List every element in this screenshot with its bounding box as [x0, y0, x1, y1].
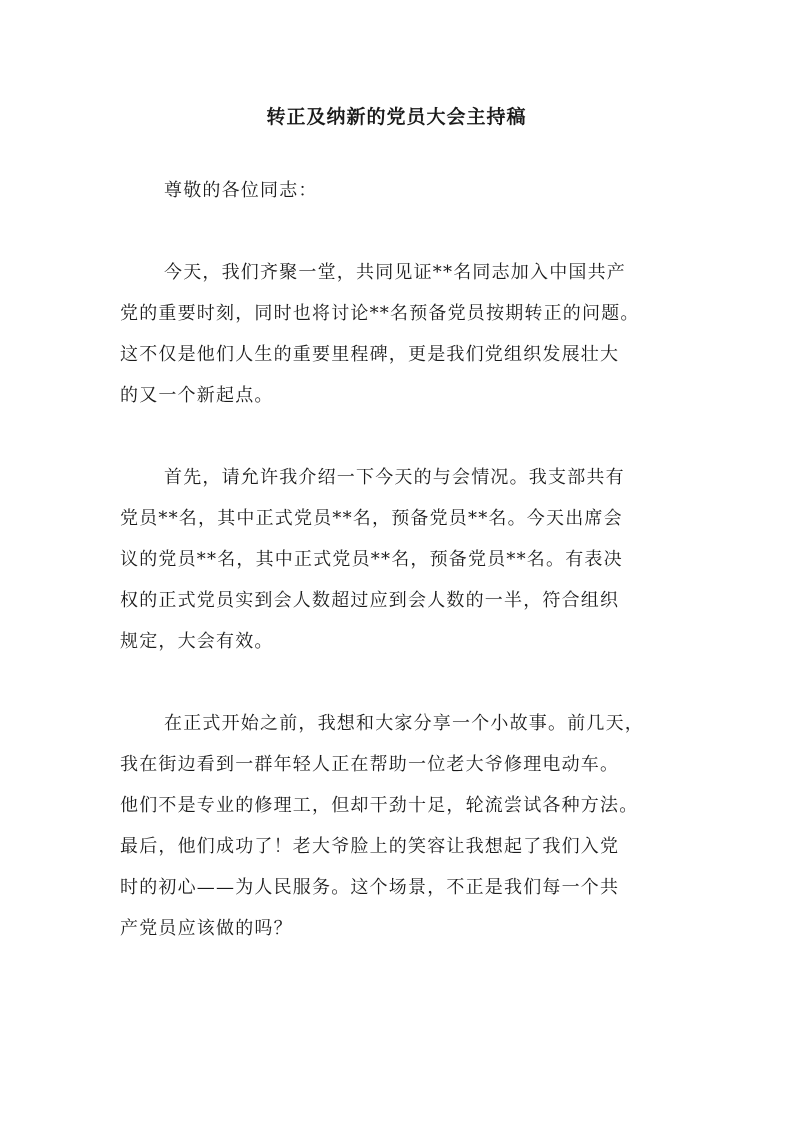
text-line: 规定，大会有效。 [120, 631, 274, 652]
text-line: 权的正式党员实到会人数超过应到会人数的一半，符合组织 [120, 590, 620, 611]
paragraph-attendance [120, 457, 680, 662]
text-line: 他们不是专业的修理工，但却干劲十足，轮流尝试各种方法。 [120, 795, 639, 816]
paragraph-opening [120, 252, 680, 416]
paragraph-story [120, 703, 680, 949]
text-line: 党的重要时刻，同时也将讨论**名预备党员按期转正的问题。 [120, 303, 640, 324]
text-line: 的又一个新起点。 [120, 385, 274, 406]
greeting-paragraph: 尊敬的各位同志： [164, 180, 318, 201]
text-line: 首先，请允许我介绍一下今天的与会情况。我支部共有 [164, 467, 625, 488]
text-line: 最后，他们成功了！老大爷脸上的笑容让我想起了我们入党 [120, 836, 620, 857]
document-title: 转正及纳新的党员大会主持稿 [266, 106, 527, 128]
text-line: 今天，我们齐聚一堂，共同见证**名同志加入中国共产 [164, 262, 626, 283]
text-line: 在正式开始之前，我想和大家分享一个小故事。前几天， [164, 713, 644, 734]
text-line: 产党员应该做的吗？ [120, 918, 293, 939]
text-line: 党员**名，其中正式党员**名，预备党员**名。今天出席会 [120, 508, 623, 529]
text-line: 议的党员**名，其中正式党员**名，预备党员**名。有表决 [120, 549, 623, 570]
text-line: 我在街边看到一群年轻人正在帮助一位老大爷修理电动车。 [120, 754, 620, 775]
document-body [120, 170, 680, 949]
text-line: 时的初心——为人民服务。这个场景，不正是我们每一个共 [120, 877, 620, 898]
text-line: 这不仅是他们人生的重要里程碑，更是我们党组织发展壮大 [120, 344, 620, 365]
